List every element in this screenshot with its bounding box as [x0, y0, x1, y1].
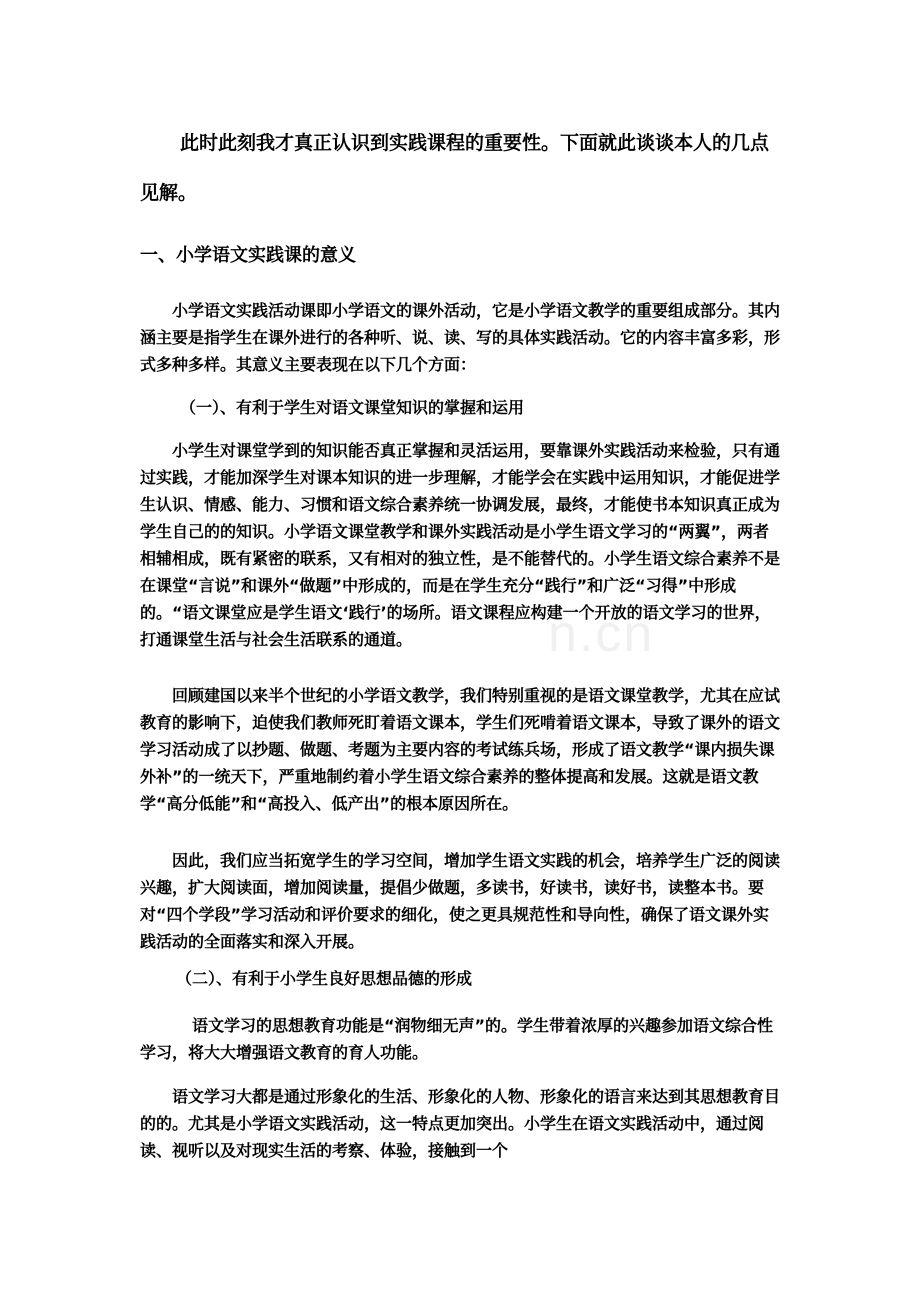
section-heading: 一、小学语文实践课的意义: [140, 245, 356, 266]
watermark-text: n.cn: [548, 605, 655, 663]
paragraph-history: 回顾建国以来半个世纪的小学语文教学，我们特别重视的是语文课堂教学，尤其在应试教育的影响下，迫使我们教师死盯着语文课本，学生们死啃着语文课本，导致了课外的语文学习活动成了以抄题、做题、考题为主要内容的考试练兵场，形成了语文教学“课内损失课外补”的一统天下，严重地制约着小学生语文综合素养的整体提高和发展。这就是语文教学“高分低能”和“高投入、低产出”的根本原因所在。: [140, 686, 781, 813]
subheading-two: （二）、有利于小学生良好思想品德的形成: [176, 969, 473, 988]
lead-paragraph: 此时此刻我才真正认识到实践课程的重要性。下面就此谈谈本人的几点见解。: [140, 132, 770, 204]
paragraph-knowledge: 小学生对课堂学到的知识能否真正掌握和灵活运用，要靠课外实践活动来检验，只有通过实践，才能加深学生对课本知识的进一步理解，才能学会在实践中运用知识，才能促进学生认识、情感、能力、习惯和语文综合素养统一协调发展，最终，才能使书本知识真正成为学生自己的的知识。小学语文课堂教学和课外实践活动是小学生语文学习的“两翼”，两者相辅相成，既有紧密的联系，又有相对的独立性，是不能替代的。小学生语文综合素养不是在课堂“言说”和课外“做题”中形成的，而是在学生充分“践行”和广泛“习得”中形成的。“语文课堂应是学生语文‘践行’的场所。语文课程应构建一个开放的语文学习的世界，打通课堂生活与社会生活联系的通道。: [140, 441, 781, 649]
paragraph-therefore: 因此，我们应当拓宽学生的学习空间，增加学生语文实践的机会，培养学生广泛的阅读兴趣，扩大阅读面，增加阅读量，提倡少做题，多读书，好读书，读好书，读整本书。要对“四个学段”学习活动和评价要求的细化，使之更具规范性和导向性，确保了语文课外实践活动的全面落实和深入开展。: [140, 851, 781, 951]
paragraph-moral: 语文学习的思想教育功能是“润物细无声”的。学生带着浓厚的兴趣参加语文综合性学习，将大大增强语文教育的育人功能。: [140, 1016, 774, 1062]
subheading-one: （一）、有利于学生对语文课堂知识的掌握和运用: [180, 398, 525, 417]
paragraph-imagery: 语文学习大都是通过形象化的生活、形象化的人物、形象化的语言来达到其思想教育目的的。尤其是小学语文实践活动，这一特点更加突出。小学生在语文实践活动中，通过阅读、视听以及对现实生活的考察、体验，接触到一个: [140, 1087, 781, 1160]
paragraph-intro: 小学语文实践活动课即小学语文的课外活动，它是小学语文教学的重要组成部分。其内涵主要是指学生在课外进行的各种听、说、读、写的具体实践活动。它的内容丰富多彩，形式多种多样。其意义主要表现在以下几个方面：: [140, 301, 781, 374]
